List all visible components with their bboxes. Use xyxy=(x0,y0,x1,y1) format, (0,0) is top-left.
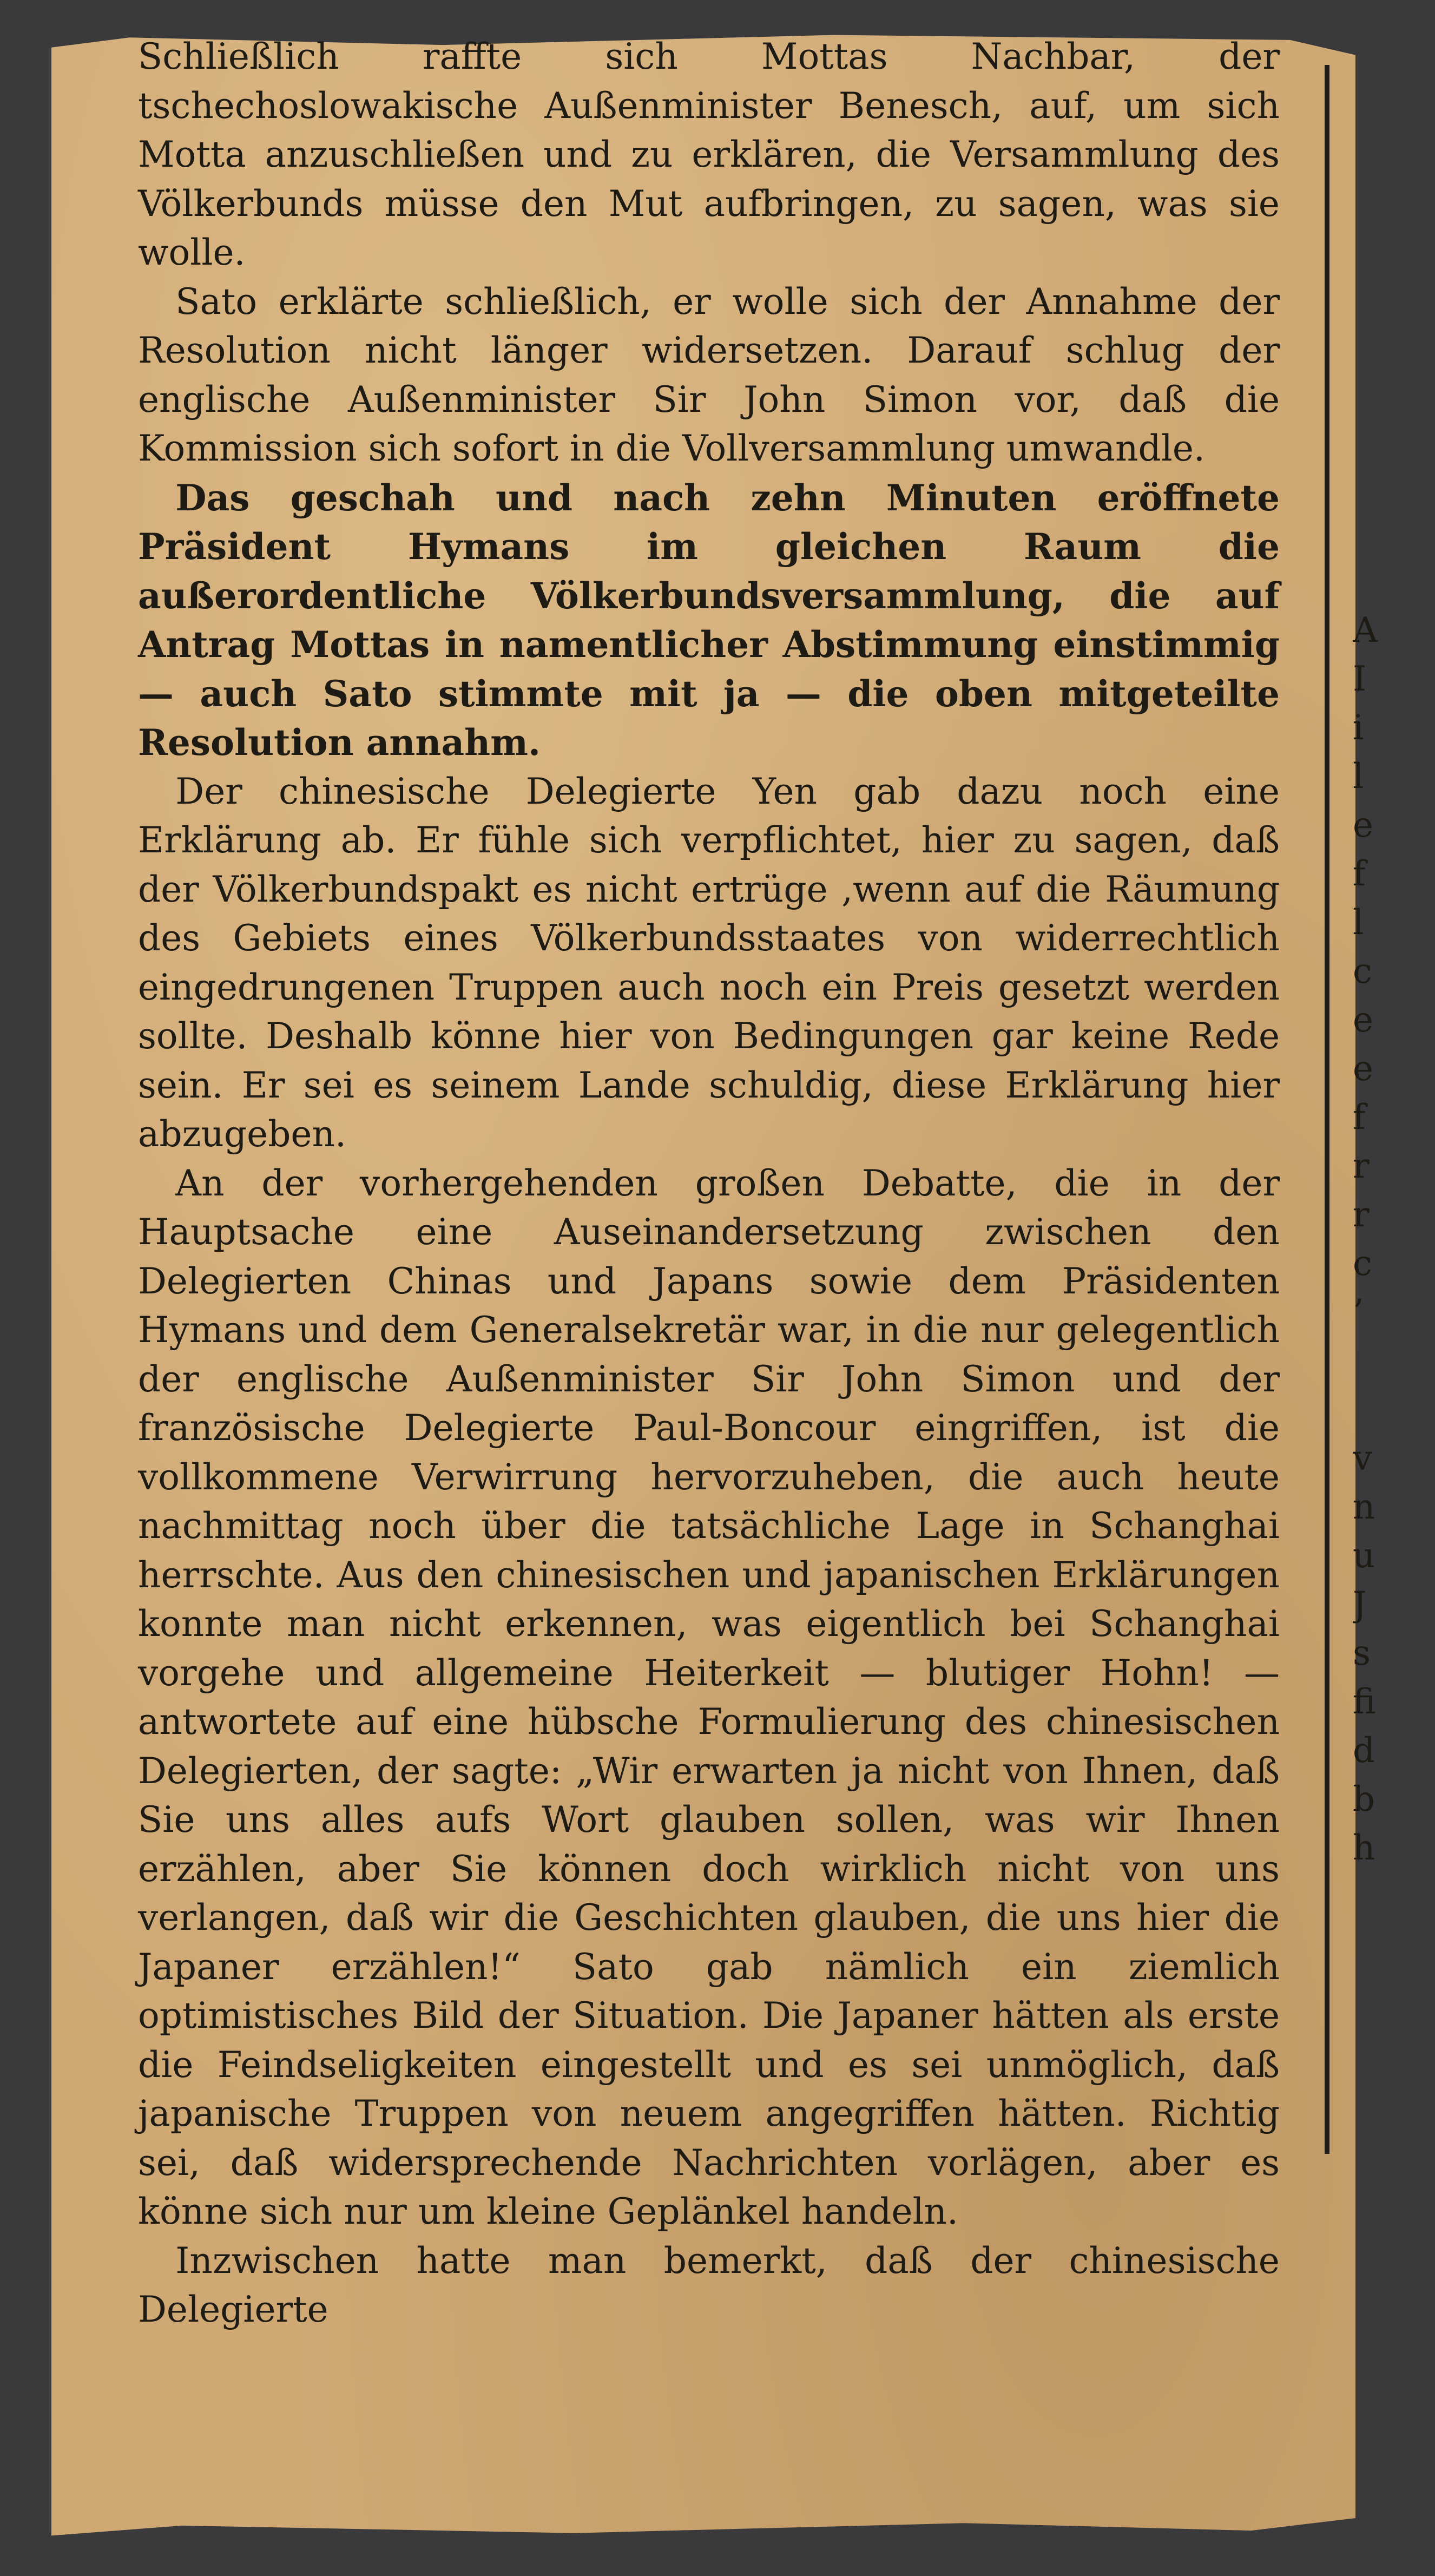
fragment: c xyxy=(1353,1244,1372,1284)
paragraph-vote: Das geschah und nach zehn Minuten eröffnete Präsident Hymans im gleichen Raum die außerordentliche Völkerbundsversammlung, die auf Antrag Mottas in namentlicher Abstimmung einstimmig — auch Sato stimmte mit ja — die oben mitgeteilte Resolution annahm. xyxy=(138,476,1280,764)
fragment: f xyxy=(1353,1098,1366,1138)
fragment: v xyxy=(1353,1438,1373,1478)
fragment: fi xyxy=(1353,1682,1376,1722)
fragment: b xyxy=(1353,1779,1375,1819)
neighbor-column-fragments xyxy=(1353,606,1418,1872)
fragment: l xyxy=(1353,903,1364,943)
paragraph-debate: An der vorhergehenden großen Debatte, die in der Hauptsache eine Auseinandersetzung zwischen den Delegierten Chinas und Japans sowie dem Präsidenten Hymans und dem Generalsekretär war, in die nur gelegentlich der englische Außenminister Sir John Simon und der französische Delegierte Paul-Boncour eingriffen, ist die vollkommene Verwirrung hervorzuheben, die auch heute nachmittag noch über die tatsächliche Lage in Schanghai herrschte. Aus den chinesischen und japanischen Erklärungen konnte man nicht erkennen, was eigentlich bei Schanghai vorgehe und allgemeine Heiterkeit — blutiger Hohn! — antwortete auf eine hübsche Formulierung des chinesischen Delegierten, der sagte: „Wir erwarten ja nicht von Ihnen, daß Sie uns alles aufs Wort glauben sollen, was wir Ihnen erzählen, aber Sie können doch wirklich nicht von uns verlangen, daß wir die Geschichten glauben, die uns hier die Japaner erzählen!“ Sato gab nämlich ein ziemlich optimistisches Bild der Situation. Die Japaner hätten als erste die Feindseligkeiten eingestellt und es sei unmöglich, daß japanische Truppen von neuem angegriffen hätten. Richtig sei, daß widersprechende Nachrichten vorlägen, aber es könne sich nur um kleine Geplänkel handeln. xyxy=(138,1162,1280,2232)
fragment: c xyxy=(1353,951,1372,991)
fragment: d xyxy=(1353,1731,1375,1771)
fragment: l xyxy=(1353,757,1364,797)
fragment: u xyxy=(1353,1536,1375,1576)
fragment: I xyxy=(1353,659,1367,699)
fragment: e xyxy=(1353,1000,1373,1040)
paragraph-sato: Sato erklärte schließlich, er wolle sich der Annahme der Resolution nicht länger widersetzen. Darauf schlug der englische Außenminister Sir John Simon vor, daß die Kommission sich sofort in die Vollversammlung umwandle. xyxy=(138,280,1280,469)
paragraph-closing: Inzwischen hatte man bemerkt, daß der chinesische Delegierte xyxy=(138,2239,1280,2330)
fragment: i xyxy=(1353,708,1364,748)
paragraph-yen: Der chinesische Delegierte Yen gab dazu noch eine Erklärung ab. Er fühle sich verpflichtet, hier zu sagen, daß der Völkerbundspakt es nicht ertrüge ,wenn auf die Räumung des Gebiets eines Völkerbundsstaates von widerrechtlich eingedrungenen Truppen auch noch ein Preis gesetzt werden sollte. Deshalb könne hier von Bedingungen gar keine Rede sein. Er sei es seinem Lande schuldig, diese Erklärung hier abzugeben. xyxy=(138,770,1280,1155)
fragment: f xyxy=(1353,854,1366,894)
column-divider xyxy=(1325,65,1329,2154)
fragment: s xyxy=(1353,1633,1371,1673)
paragraph-benesch: Schließlich raffte sich Mottas Nachbar, der tschechoslowakische Außenminister Benesch, auf, um sich Motta anzuschließen und zu erklären, die Versammlung des Völkerbunds müsse den Mut aufbringen, zu sagen, was sie wolle. xyxy=(138,36,1280,273)
article-column xyxy=(138,32,1280,2335)
fragment: A xyxy=(1353,610,1378,650)
fragment: n xyxy=(1353,1487,1375,1527)
fragment: e xyxy=(1353,805,1373,845)
fragment: r xyxy=(1353,1195,1370,1235)
fragment: r xyxy=(1353,1146,1370,1186)
fragment-gap xyxy=(1353,1337,1418,1434)
fragment: J xyxy=(1353,1585,1367,1625)
fragment: ’ xyxy=(1353,1292,1364,1332)
fragment: h xyxy=(1353,1828,1375,1868)
fragment: e xyxy=(1353,1049,1373,1089)
